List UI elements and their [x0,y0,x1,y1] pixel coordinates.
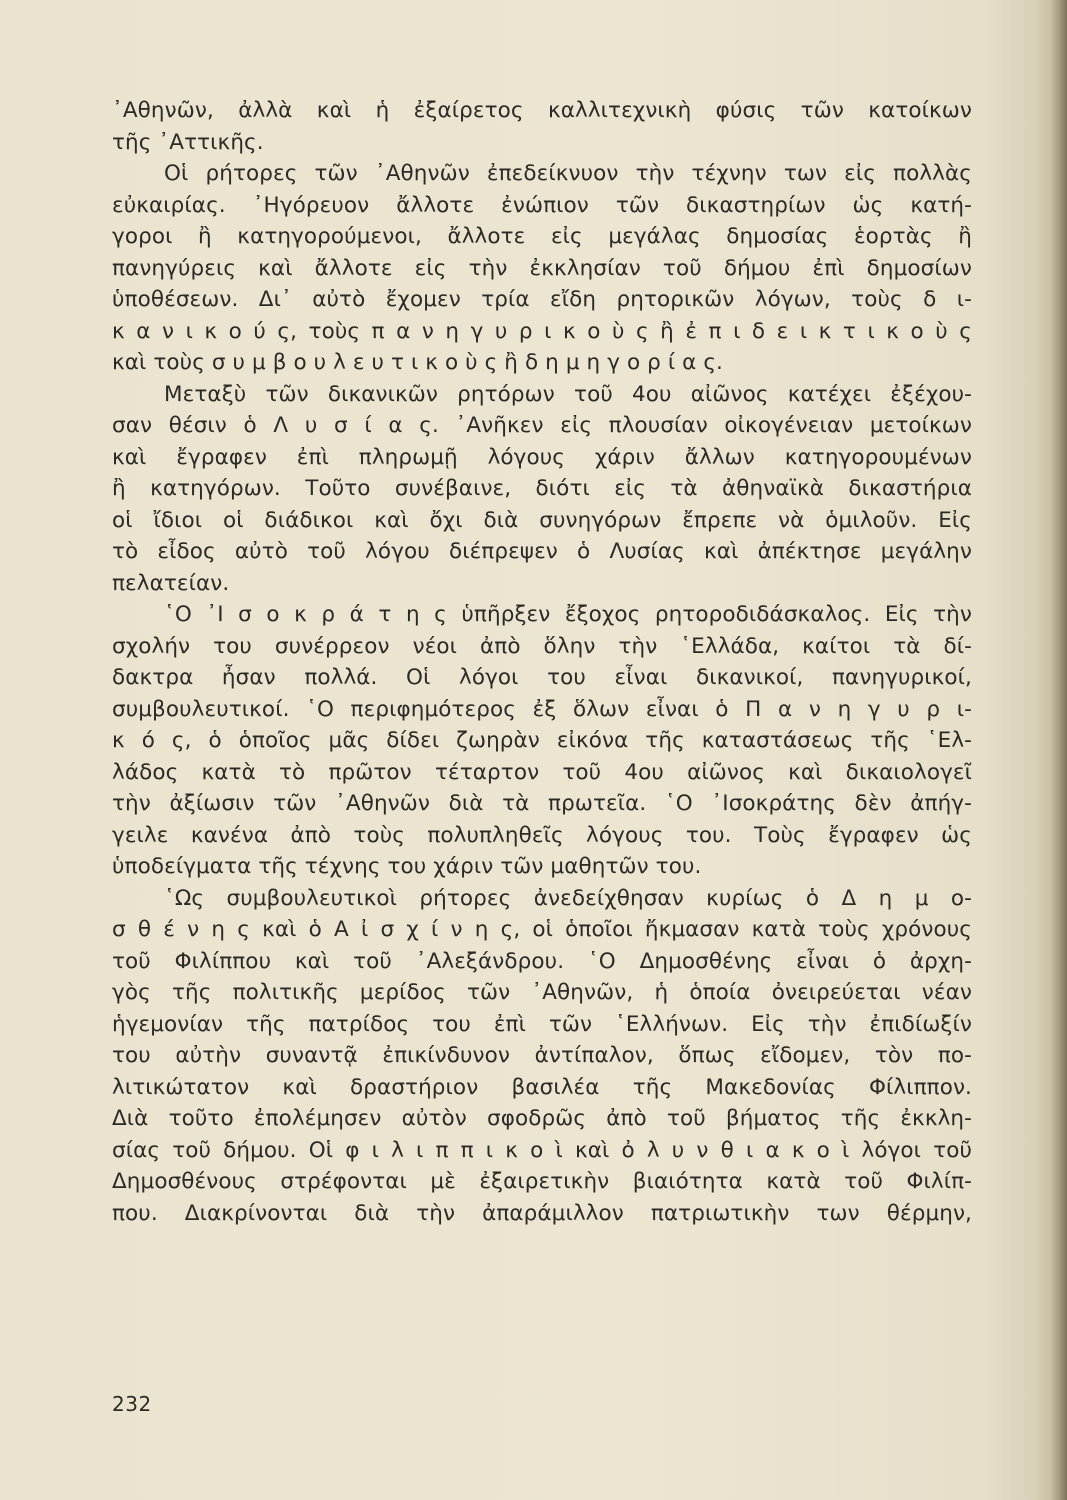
text-line: τῆς ᾿Αττικῆς. [112,129,264,155]
text-line: που. Διακρίνονται διὰ τὴν ἀπαράμιλλον πατριωτικὴν των θέρμην, [112,1200,972,1226]
text-line: του αὐτὴν συναντᾷ ἐπικίνδυνον ἀντίπαλον, ὅπως εἴδομεν, τὸν πο- [112,1043,972,1068]
text-line: τοῦ Φιλίππου καὶ τοῦ ᾿Αλεξάνδρου. ῾Ο Δημοσθένης εἶναι ὁ ἀρχη- [112,948,972,974]
text-line: τὸ εἶδος αὐτὸ τοῦ λόγου διέπρεψεν ὁ Λυσίας καὶ ἀπέκτησε μεγάλην [112,539,972,564]
text-line: ῾Ως συμβουλευτικοὶ ρήτορες ἀνεδείχθησαν κυρίως ὁ Δ η μ ο- [164,885,972,911]
page-binding-edge [1049,0,1067,1500]
text-line: Οἱ ρήτορες τῶν ᾿Αθηνῶν ἐπεδείκνυον τὴν τέχνην των εἰς πολλὰς [164,161,972,186]
text-line: Δημοσθένους στρέφονται μὲ ἐξαιρετικὴν βιαιότητα κατὰ τοῦ Φιλίπ- [112,1169,972,1194]
text-line: σαν θέσιν ὁ Λ υ σ ί α ς. ᾿Ανῆκεν εἰς πλουσίαν οἰκογένειαν μετοίκων [112,413,972,438]
text-line: κ ό ς, ὁ ὁποῖος μᾶς δίδει ζωηρὰν εἰκόνα τῆς καταστάσεως τῆς ῾Ελ- [112,728,972,753]
text-line: καὶ τοὺς σ υ μ β ο υ λ ε υ τ ι κ ο ὺ ς ἢ δ η μ η γ ο ρ ί α ς. [112,350,723,375]
text-line: γειλε κανένα ἀπὸ τοὺς πολυπληθεῖς λόγους του. Τοὺς ἔγραφεν ὡς [112,822,972,848]
text-line: οἱ ἴδιοι οἱ διάδικοι καὶ ὄχι διὰ συνηγόρων ἔπρεπε νὰ ὁμιλοῦν. Εἰς [112,507,972,533]
text-line: σ θ έ ν η ς καὶ ὁ Α ἰ σ χ ί ν η ς, οἱ ὁποῖοι ἤκμασαν κατὰ τοὺς χρόνους [112,917,972,942]
text-line: σχολήν του συνέρρεον νέοι ἀπὸ ὅλην τὴν ῾Ελλάδα, καίτοι τὰ δί- [112,633,972,659]
text-line: γὸς τῆς πολιτικῆς μερίδος τῶν ᾿Αθηνῶν, ἡ ὁποία ὀνειρεύεται νέαν [112,980,972,1005]
text-line: δακτρα ἦσαν πολλά. Οἱ λόγοι του εἶναι δικανικοί, πανηγυρικοί, [112,665,972,690]
text-line: κ α ν ι κ ο ύ ς, τοὺς π α ν η γ υ ρ ι κ ο ὺ ς ἢ ἐ π ι δ ε ι κ τ ι κ ο ὺ ς [112,318,972,344]
text-line: συμβουλευτικοί. ῾Ο περιφημότερος ἐξ ὅλων εἶναι ὁ Π α ν η γ υ ρ ι- [112,696,972,722]
text-line: ἡγεμονίαν τῆς πατρίδος του ἐπὶ τῶν ῾Ελλήνων. Εἰς τὴν ἐπιδίωξίν [112,1011,972,1037]
text-line: ᾿Αθηνῶν, ἀλλὰ καὶ ἡ ἐξαίρετος καλλιτεχνικὴ φύσις τῶν κατοίκων [112,98,972,123]
text-line: γοροι ἢ κατηγορούμενοι, ἄλλοτε εἰς μεγάλας δημοσίας ἑορτὰς ἢ [112,224,972,249]
text-line: πελατείαν. [112,570,230,596]
text-line: λάδος κατὰ τὸ πρῶτον τέταρτον τοῦ 4ου αἰῶνος καὶ δικαιολογεῖ [112,759,972,785]
body-text [112,95,972,1229]
text-line: τὴν ἀξίωσιν τῶν ᾿Αθηνῶν διὰ τὰ πρωτεῖα. ῾Ο ᾿Ισοκράτης δὲν ἀπήγ- [112,791,972,816]
text-line: λιτικώτατον καὶ δραστήριον βασιλέα τῆς Μακεδονίας Φίλιππον. [112,1074,972,1100]
text-line: εὐκαιρίας. ᾿Ηγόρευον ἄλλοτε ἐνώπιον τῶν δικαστηρίων ὡς κατή- [112,192,972,218]
text-line: ὑποδείγματα τῆς τέχνης του χάριν τῶν μαθητῶν του. [112,854,702,879]
text-line: ὑποθέσεων. Δι᾿ αὐτὸ ἔχομεν τρία εἴδη ρητορικῶν λόγων, τοὺς δ ι- [112,287,972,312]
text-line: σίας τοῦ δήμου. Οἱ φ ι λ ι π π ι κ ο ὶ καὶ ὀ λ υ ν θ ι α κ ο ὶ λόγοι τοῦ [112,1137,972,1163]
text-line: πανηγύρεις καὶ ἄλλοτε εἰς τὴν ἐκκλησίαν τοῦ δήμου ἐπὶ δημοσίων [112,255,972,281]
text-line: ῾Ο ᾿Ι σ ο κ ρ ά τ η ς ὑπῆρξεν ἔξοχος ρητοροδιδάσκαλος. Εἰς τὴν [164,602,972,627]
text-line: ἢ κατηγόρων. Τοῦτο συνέβαινε, διότι εἰς τὰ ἀθηναϊκὰ δικαστήρια [112,476,972,501]
page-number: 232 [112,1392,152,1416]
text-line: Διὰ τοῦτο ἐπολέμησεν αὐτὸν σφοδρῶς ἀπὸ τοῦ βήματος τῆς ἐκκλη- [112,1106,972,1131]
text-line: Μεταξὺ τῶν δικανικῶν ρητόρων τοῦ 4ου αἰῶνος κατέχει ἐξέχου- [164,381,972,407]
text-line: καὶ ἔγραφεν ἐπὶ πληρωμῇ λόγους χάριν ἄλλων κατηγορουμένων [112,444,972,470]
